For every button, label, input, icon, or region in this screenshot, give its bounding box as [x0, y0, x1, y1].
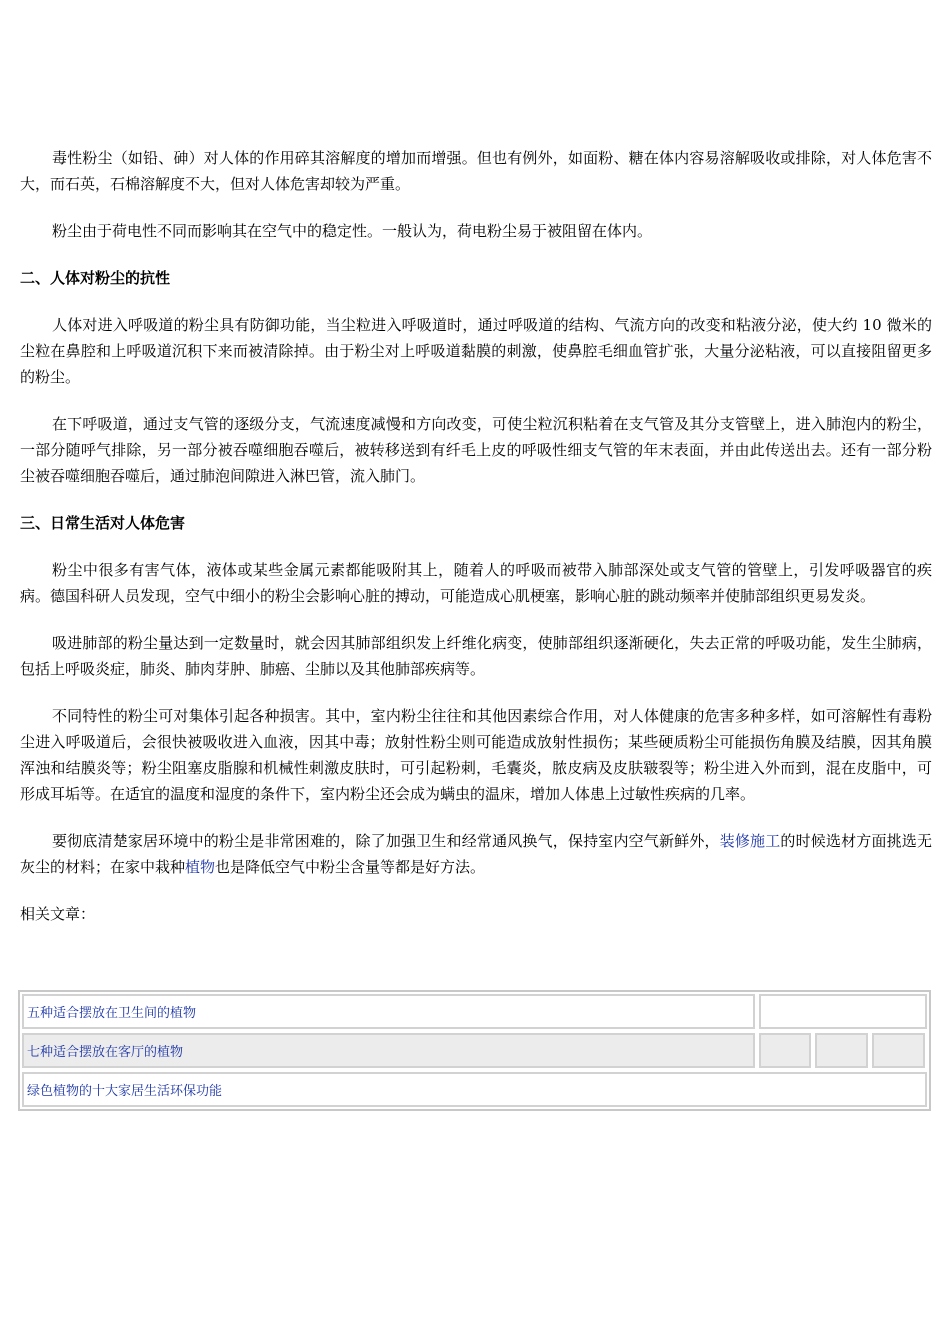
paragraph-pneumoconiosis: 吸进肺部的粉尘量达到一定数量时，就会因其肺部组织发上纤维化病变，使肺部组织逐渐硬化，失去正常的呼吸功能，发生尘肺病，包括上呼吸炎症，肺炎、肺肉芽肿、肺癌、尘肺以及其他肺部疾病等。 — [20, 634, 932, 678]
plants-link[interactable]: 植物 — [185, 858, 216, 876]
related-article-link-green-plants[interactable]: 绿色植物的十大家居生活环保功能 — [27, 1084, 223, 1099]
section-heading-resistance: 二、人体对粉尘的抗性 — [20, 269, 171, 287]
paragraph-lower-airway: 在下呼吸道，通过支气管的逐级分支，气流速度减慢和方向改变，可使尘粒沉积粘着在支气管及其分支管壁上，进入肺泡内的粉尘，一部分随呼气排除，另一部分被吞噬细胞吞噬后，被转移送到有纤毛上皮的呼吸性细支气管的年末表面，并由此传送出去。还有一部分粉尘被吞噬细胞吞噬后，通过肺泡间隙进入淋巴管，流入肺门。 — [20, 415, 932, 485]
prevention-text-end: 也是降低空气中粉尘含量等都是好方法。 — [215, 858, 486, 876]
related-article-link-livingroom-plants[interactable]: 七种适合摆放在客厅的植物 — [27, 1045, 184, 1060]
related-article-cell — [22, 1072, 927, 1107]
empty-cell — [759, 994, 927, 1029]
prevention-text-middle: 的时候选材方面挑选无灰尘的材料；在家中栽种 — [20, 832, 932, 876]
related-article-cell — [22, 1033, 755, 1068]
paragraph-prevention — [20, 828, 932, 880]
table-row — [20, 992, 929, 1031]
empty-cell — [815, 1033, 868, 1068]
paragraph-toxicity: 毒性粉尘（如铅、砷）对人体的作用碎其溶解度的增加而增强。但也有例外，如面粉、糖在体内容易溶解吸收或排除，对人体危害不大，而石英，石棉溶解度不大，但对人体危害却较为严重。 — [20, 149, 932, 193]
related-article-cell — [22, 994, 755, 1029]
paragraph-damage-types: 不同特性的粉尘可对集体引起各种损害。其中，室内粉尘往往和其他因素综合作用，对人体健康的危害多种多样，如可溶解性有毒粉尘进入呼吸道后，会很快被吸收进入血液，因其中毒；放射性粉尘则可能造成放射性损伤；某些硬质粉尘可能损伤角膜及结膜，因其角膜浑浊和结膜炎等；粉尘阻塞皮脂腺和机械性刺激皮肤时，可引起粉刺，毛囊炎，脓皮病及皮肤皲裂等；粉尘进入外而到，混在皮脂中，可形成耳垢等。在适宜的温度和湿度的条件下，室内粉尘还会成为螨虫的温床，增加人体患上过敏性疾病的几率。 — [20, 707, 932, 803]
table-row — [20, 1070, 929, 1109]
empty-cell — [872, 1033, 925, 1068]
prevention-text-start: 要彻底清楚家居环境中的粉尘是非常困难的，除了加强卫生和经常通风换气，保持室内空气新鲜外， — [52, 832, 720, 850]
article-body — [20, 145, 932, 940]
table-row — [20, 1031, 929, 1070]
related-articles-table — [18, 990, 931, 1111]
paragraph-charge: 粉尘由于荷电性不同而影响其在空气中的稳定性。一般认为，荷电粉尘易于被阻留在体内。 — [52, 222, 653, 240]
related-article-link-bathroom-plants[interactable]: 五种适合摆放在卫生间的植物 — [27, 1006, 197, 1021]
paragraph-harmful-gases: 粉尘中很多有害气体，液体或某些金属元素都能吸附其上，随着人的呼吸而被带入肺部深处或支气管的管壁上，引发呼吸器官的疾病。德国科研人员发现，空气中细小的粉尘会影响心脏的搏动，可能造成心肌梗塞，影响心脏的跳动频率并使肺部组织更易发炎。 — [20, 561, 932, 605]
paragraph-upper-airway: 人体对进入呼吸道的粉尘具有防御功能，当尘粒进入呼吸道时，通过呼吸道的结构、气流方向的改变和粘液分泌，使大约 10 微米的尘粒在鼻腔和上呼吸道沉积下来而被清除掉。由于粉尘对上呼吸道黏膜的刺激，使鼻腔毛细血管扩张，大量分泌粘液，可以直接阻留更多的粉尘。 — [20, 316, 932, 386]
empty-cell — [759, 1033, 811, 1068]
renovation-link[interactable]: 装修施工 — [719, 832, 781, 850]
related-articles-label: 相关文章： — [20, 905, 96, 923]
section-heading-daily-harm: 三、日常生活对人体危害 — [20, 514, 186, 532]
